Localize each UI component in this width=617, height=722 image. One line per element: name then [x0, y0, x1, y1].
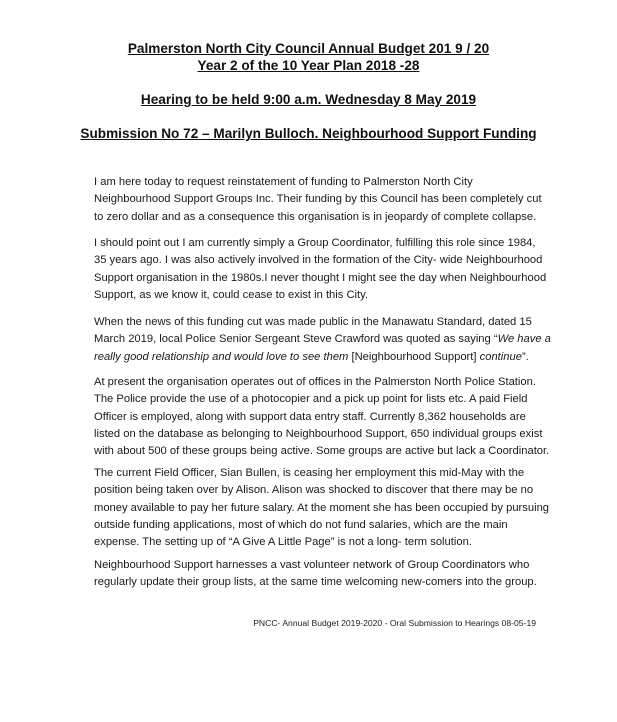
paragraph-line: with about 500 of these groups being active. Some groups are active but lack a Coordinator.	[94, 445, 550, 458]
quote-italic: We have a	[497, 333, 551, 346]
paragraph-line: Neighbourhood Support harnesses a vast volunteer network of Group Coordinators who	[94, 559, 530, 571]
paragraph-line: I should point out I am currently simply a Group Coordinator, fulfilling this role since 1984,	[94, 237, 536, 249]
paragraph-line: Neighbourhood Support Groups Inc. Their funding by this Council has been completely cut	[94, 193, 542, 206]
quote-bracket: [Neighbourhood Support]	[348, 350, 480, 363]
quote-close: ”.	[521, 350, 529, 363]
paragraph-line: 35 years ago. I was also actively involved in the formation of the City- wide Neighbourhood	[94, 254, 543, 267]
page-footer: PNCC- Annual Budget 2019-2020 - Oral Submission to Hearings 08-05-19	[253, 618, 536, 628]
paragraph-5	[94, 465, 550, 551]
submission-line	[0, 124, 617, 143]
paragraph-line: When the news of this funding cut was made public in the Manawatu Standard, dated 15	[94, 316, 532, 328]
paragraph-line: At present the organisation operates out of offices in the Palmerston North Police Station.	[94, 376, 536, 388]
paragraph-line: Support organisation in the 1980s.I never thought I might see the day when Neighbourhood	[94, 271, 547, 284]
title-line-1-text: Palmerston North City Council Annual Budget 201 9 / 20	[127, 41, 490, 56]
paragraph-line: I am here today to request reinstatement of funding to Palmerston North City	[94, 176, 473, 188]
paragraph-line: to zero dollar and as a consequence this organisation is in jeopardy of complete collapse.	[94, 210, 537, 223]
paragraph-3	[94, 314, 551, 366]
paragraph-1	[94, 174, 544, 226]
paragraph-line: money available to pay her future salary. At the moment she has been occupied by pursuing	[94, 501, 550, 514]
submission-text: Submission No 72 – Marilyn Bulloch. Neighbourhood Support Funding	[80, 126, 537, 141]
paragraph-line: expense. The setting up of “A Give A Little Page” is not a long- term solution.	[94, 536, 472, 549]
hearing-text: Hearing to be held 9:00 a.m. Wednesday 8 May 2019	[140, 92, 477, 107]
hearing-line	[0, 90, 617, 109]
quote-italic: really good relationship and would love to see them	[94, 350, 349, 363]
paragraph-line: The Police provide the use of a photocopier and a pick up point for lists etc. A paid Field	[94, 393, 528, 406]
paragraph-line: Support, as we know it, could cease to exist in this City.	[94, 288, 369, 301]
paragraph-line: The current Field Officer, Sian Bullen, is ceasing her employment this mid-May with the	[94, 467, 525, 479]
paragraph-line: position being taken over by Alison. Alison was shocked to discover that there may be no	[94, 484, 534, 497]
quote-italic-end: continue	[479, 350, 522, 363]
paragraph-line	[94, 349, 544, 366]
paragraph-line	[94, 331, 551, 348]
paragraph-4	[94, 374, 550, 460]
paragraph-line: Officer is employed, along with support data entry staff. Currently 8,362 households are	[94, 410, 526, 423]
paragraph-line: listed on the database as belonging to Neighbourhood Support, 650 individual groups exist	[94, 427, 543, 440]
paragraph-2	[94, 235, 547, 304]
paragraph-6	[94, 557, 544, 592]
quote-intro: March 2019, local Police Senior Sergeant Steve Crawford was quoted as saying “	[94, 333, 498, 346]
title-line-2	[0, 56, 617, 75]
paragraph-line: regularly update their group lists, at the same time welcoming new-comers into the group.	[94, 576, 537, 589]
paragraph-line: outside funding applications, most of which do not fund salaries, which are the main	[94, 518, 508, 531]
title-line-2-text: Year 2 of the 10 Year Plan 2018 -28	[197, 58, 420, 73]
